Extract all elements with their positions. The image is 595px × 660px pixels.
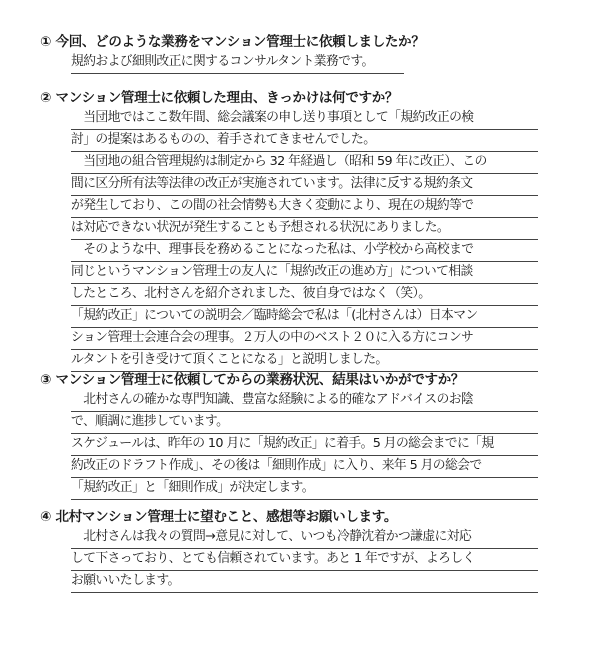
question-heading: ① 今回、どのような業務をマンション管理士に依頼しましたか？ <box>40 34 425 50</box>
answer-line: 「規約改正」についての説明会／臨時総会で私は「(北村さんは）日本マン <box>71 306 538 328</box>
answer-line: 当団地の組合管理規約は制定から 32 年経過し（昭和 59 年に改正）、この <box>71 152 538 174</box>
answer-line: は対応できない状況が発生することも予想される状況にありました。 <box>71 218 538 240</box>
answer-line: お願いいたします。 <box>71 571 538 593</box>
qa-section-3 <box>40 370 550 500</box>
answer-line: 「規約改正」と「細則作成」が決定します。 <box>71 478 538 500</box>
answer-line: したところ、北村さんを紹介されました、彼自身ではなく（笑）。 <box>71 284 538 306</box>
answer-line: 規約および細則改正に関するコンサルタント業務です。 <box>71 52 404 74</box>
answer-line: が発生しており、この間の社会情勢も大きく変動により、現在の規約等で <box>71 196 538 218</box>
qa-section-4 <box>40 507 550 593</box>
answer-line: 約改正のドラフト作成」、その後は「細則作成」に入り、来年 5 月の総会で <box>71 456 538 478</box>
question-heading: ③ マンション管理士に依頼してからの業務状況、結果はいかがですか？ <box>40 372 465 388</box>
answer-line: 北村さんは我々の質問→意見に対して、いつも冷静沈着かつ謙虚に対応 <box>71 527 538 549</box>
answer-line: で、順調に進捗しています。 <box>71 412 538 434</box>
answer-line: 同じというマンション管理士の友人に「規約改正の進め方」について相談 <box>71 262 538 284</box>
answer-line: スケジュールは、昨年の 10 月に「規約改正」に着手。5 月の総会までに「規 <box>71 434 538 456</box>
answer-block <box>71 52 538 74</box>
answer-line: 間に区分所有法等法律の改正が実施されています。法律に反する規約条文 <box>71 174 538 196</box>
answer-block <box>71 527 538 593</box>
answer-block <box>71 108 538 372</box>
qa-section-1 <box>40 32 550 74</box>
question-heading: ④ 北村マンション管理士に望むこと、感想等お願いします。 <box>40 509 398 525</box>
qa-section-2 <box>40 88 550 372</box>
answer-line: ルタントを引き受けて頂くことになる」と説明しました。 <box>71 350 538 372</box>
answer-line: 北村さんの確かな専門知識、豊富な経験による的確なアドバイスのお陰 <box>71 390 538 412</box>
answer-line: ション管理士会連合会の理事。２万人の中のベスト２０に入る方にコンサ <box>71 328 538 350</box>
answer-line: して下さっており、とても信頼されています。あと 1 年ですが、よろしく <box>71 549 538 571</box>
answer-line: 討」の提案はあるものの、着手されてきませんでした。 <box>71 130 538 152</box>
question-heading: ② マンション管理士に依頼した理由、きっかけは何ですか？ <box>40 90 399 106</box>
answer-line: 当団地ではここ数年間、総会議案の申し送り事項として「規約改正の検 <box>71 108 538 130</box>
answer-line: そのような中、理事長を務めることになった私は、小学校から高校まで <box>71 240 538 262</box>
answer-block <box>71 390 538 500</box>
